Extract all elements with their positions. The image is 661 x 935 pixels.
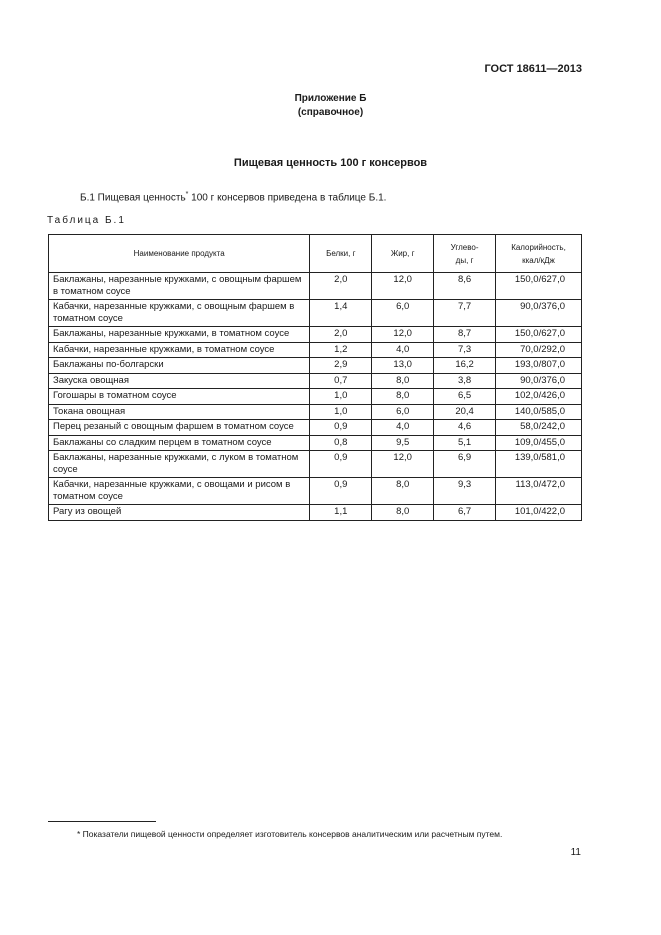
cell-carbs: 16,2 (434, 358, 496, 374)
cell-protein: 1,0 (310, 389, 372, 405)
table-row (49, 273, 582, 300)
cell-protein: 1,0 (310, 404, 372, 420)
table-row (49, 478, 582, 505)
cell-energy: 113,0/472,0 (496, 478, 582, 505)
cell-protein: 0,9 (310, 478, 372, 505)
header-carbs-line1: Углево- (450, 242, 479, 252)
header-fat: Жир, г (372, 235, 434, 273)
cell-name: Кабачки, нарезанные кружками, с овощным фаршем в томатном соусе (49, 300, 310, 327)
cell-carbs: 7,7 (434, 300, 496, 327)
cell-fat: 8,0 (372, 389, 434, 405)
cell-protein: 1,4 (310, 300, 372, 327)
table-row (49, 435, 582, 451)
cell-name: Кабачки, нарезанные кружками, с овощами и рисом в томатном соусе (49, 478, 310, 505)
page-number: 11 (570, 847, 581, 858)
cell-name: Баклажаны по-болгарски (49, 358, 310, 374)
cell-energy: 193,0/807,0 (496, 358, 582, 374)
nutrition-table (48, 234, 582, 521)
cell-name: Перец резаный с овощным фаршем в томатном соусе (49, 420, 310, 436)
annex-subtitle: (справочное) (297, 107, 364, 118)
cell-name: Рагу из овощей (49, 505, 310, 521)
intro-text-end: 100 г консервов приведена в таблице Б.1. (188, 192, 387, 204)
header-protein: Белки, г (310, 235, 372, 273)
cell-carbs: 8,7 (434, 327, 496, 343)
cell-protein: 0,9 (310, 420, 372, 436)
cell-fat: 12,0 (372, 327, 434, 343)
cell-fat: 9,5 (372, 435, 434, 451)
footnote: * Показатели пищевой ценности определяет изготовитель консервов аналитическим или расчетным путем. (77, 829, 503, 839)
intro-paragraph (80, 191, 386, 203)
table-row (49, 300, 582, 327)
annex-heading (0, 92, 661, 120)
section-title: Пищевая ценность 100 г консервов (233, 157, 428, 169)
cell-energy: 90,0/376,0 (496, 373, 582, 389)
cell-fat: 6,0 (372, 404, 434, 420)
cell-name: Токана овощная (49, 404, 310, 420)
cell-carbs: 5,1 (434, 435, 496, 451)
cell-carbs: 7,3 (434, 342, 496, 358)
cell-carbs: 9,3 (434, 478, 496, 505)
cell-fat: 6,0 (372, 300, 434, 327)
footnote-divider (48, 821, 156, 822)
cell-energy: 140,0/585,0 (496, 404, 582, 420)
cell-protein: 2,9 (310, 358, 372, 374)
cell-fat: 8,0 (372, 505, 434, 521)
cell-energy: 90,0/376,0 (496, 300, 582, 327)
cell-energy: 58,0/242,0 (496, 420, 582, 436)
table-row (49, 389, 582, 405)
cell-protein: 1,1 (310, 505, 372, 521)
cell-carbs: 3,8 (434, 373, 496, 389)
table-row (49, 420, 582, 436)
intro-text: Б.1 Пищевая ценность (80, 192, 186, 204)
table-row (49, 373, 582, 389)
cell-name: Гогошары в томатном соусе (49, 389, 310, 405)
cell-fat: 8,0 (372, 478, 434, 505)
cell-name: Баклажаны со сладким перцем в томатном соусе (49, 435, 310, 451)
cell-carbs: 6,7 (434, 505, 496, 521)
cell-carbs: 6,5 (434, 389, 496, 405)
cell-energy: 150,0/627,0 (496, 273, 582, 300)
header-name: Наименование продукта (49, 235, 310, 273)
cell-name: Баклажаны, нарезанные кружками, с луком в томатном соусе (49, 451, 310, 478)
cell-energy: 139,0/581,0 (496, 451, 582, 478)
header-carbs-line2: ды, г (455, 255, 474, 265)
cell-protein: 2,0 (310, 327, 372, 343)
header-carbs (434, 235, 496, 273)
standard-number: ГОСТ 18611—2013 (484, 63, 582, 75)
cell-protein: 0,9 (310, 451, 372, 478)
cell-carbs: 8,6 (434, 273, 496, 300)
table-row (49, 505, 582, 521)
footnote-mark: * (185, 191, 189, 198)
table-row (49, 342, 582, 358)
table-caption: Таблица Б.1 (47, 215, 126, 226)
cell-energy: 101,0/422,0 (496, 505, 582, 521)
cell-name: Баклажаны, нарезанные кружками, в томатном соусе (49, 327, 310, 343)
header-energy (496, 235, 582, 273)
cell-energy: 109,0/455,0 (496, 435, 582, 451)
cell-carbs: 20,4 (434, 404, 496, 420)
cell-carbs: 6,9 (434, 451, 496, 478)
cell-carbs: 4,6 (434, 420, 496, 436)
header-energy-line2: ккал/кДж (522, 255, 555, 265)
cell-fat: 13,0 (372, 358, 434, 374)
cell-fat: 4,0 (372, 420, 434, 436)
cell-energy: 102,0/426,0 (496, 389, 582, 405)
header-energy-line1: Калорийность, (511, 242, 566, 252)
table-row (49, 358, 582, 374)
cell-name: Кабачки, нарезанные кружками, в томатном соусе (49, 342, 310, 358)
cell-fat: 12,0 (372, 451, 434, 478)
cell-protein: 2,0 (310, 273, 372, 300)
table-row (49, 327, 582, 343)
annex-title: Приложение Б (294, 93, 367, 104)
cell-name: Закуска овощная (49, 373, 310, 389)
cell-protein: 1,2 (310, 342, 372, 358)
cell-fat: 4,0 (372, 342, 434, 358)
table-row (49, 451, 582, 478)
cell-energy: 150,0/627,0 (496, 327, 582, 343)
cell-fat: 8,0 (372, 373, 434, 389)
table-row (49, 404, 582, 420)
cell-name: Баклажаны, нарезанные кружками, с овощным фаршем в томатном соусе (49, 273, 310, 300)
cell-energy: 70,0/292,0 (496, 342, 582, 358)
cell-protein: 0,7 (310, 373, 372, 389)
cell-protein: 0,8 (310, 435, 372, 451)
cell-fat: 12,0 (372, 273, 434, 300)
table-header-row (49, 235, 582, 273)
